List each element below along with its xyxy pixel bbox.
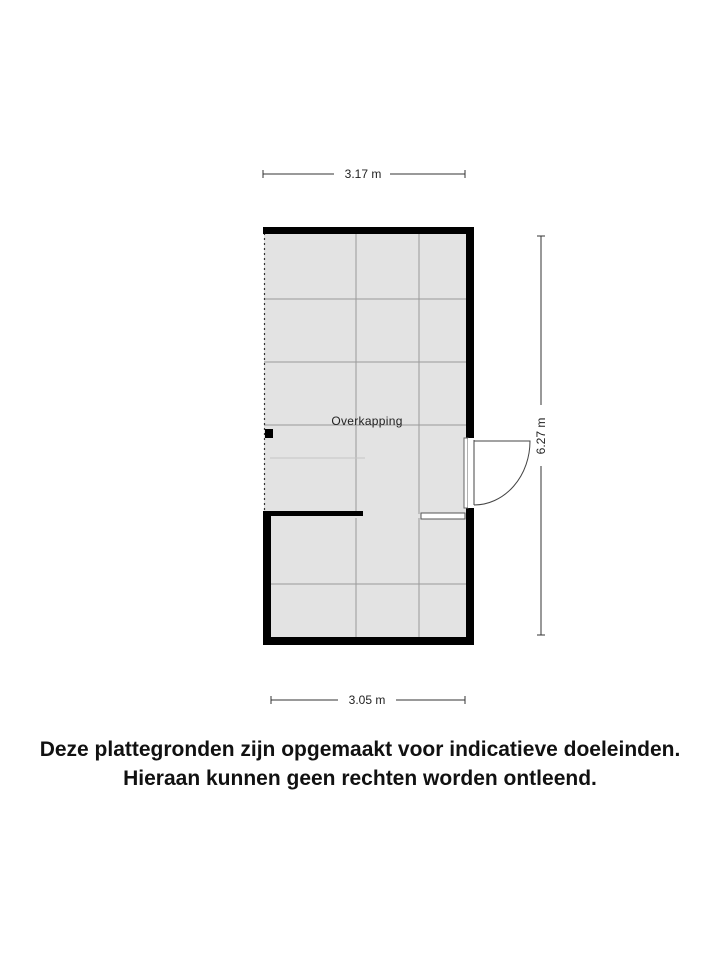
floor-area <box>264 233 469 639</box>
wall-left-lower <box>263 512 271 645</box>
wall-right-upper <box>466 227 474 438</box>
wall-right-lower <box>466 508 474 645</box>
room-label: Overkapping <box>331 414 403 428</box>
wall-top <box>263 227 474 234</box>
column-post <box>265 429 273 438</box>
disclaimer-line-2: Hieraan kunnen geen rechten worden ontleend. <box>123 767 597 790</box>
door-swing-arc <box>474 441 530 505</box>
disclaimer-line-1: Deze plattegronden zijn opgemaakt voor indicatieve doeleinden. <box>39 738 681 761</box>
dimension-bottom-label: 3.05 m <box>348 693 386 707</box>
threshold <box>421 513 465 519</box>
dimension-right-label: 6.27 m <box>534 417 548 455</box>
wall-bottom <box>263 637 474 645</box>
dimension-top-label: 3.17 m <box>344 167 382 181</box>
door <box>464 438 530 508</box>
partition-wall <box>263 511 363 516</box>
